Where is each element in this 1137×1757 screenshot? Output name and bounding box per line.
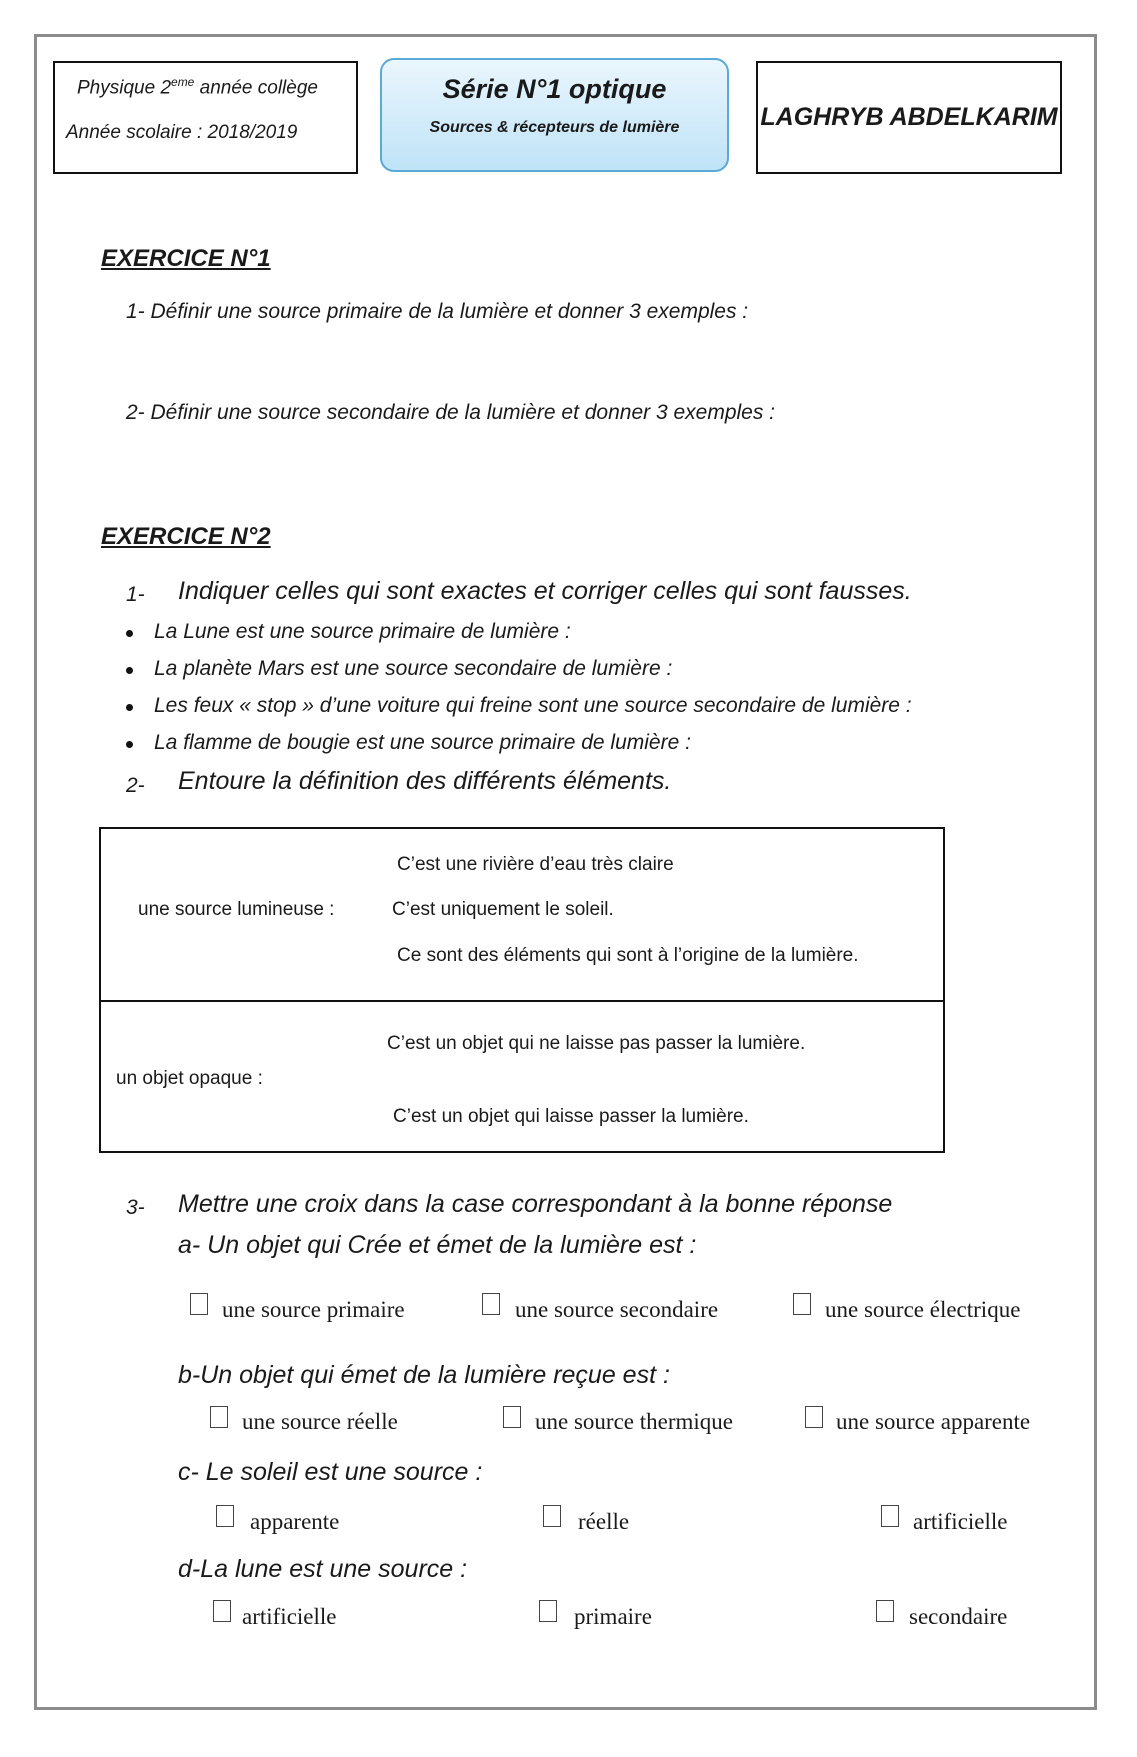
statement-item: La flamme de bougie est une source primaire de lumière : [128,731,691,755]
qd-question: d-La lune est une source : [178,1555,468,1583]
exercise2-title: EXERCICE N°2 [101,523,271,550]
definition-option[interactable]: C’est uniquement le soleil. [392,899,614,920]
definition-option[interactable]: C’est une rivière d’eau très claire [397,854,674,875]
row2-label: un objet opaque : [116,1068,263,1089]
qa-option: une source primaire [222,1297,405,1322]
level-box [53,61,358,174]
row1-label: une source lumineuse : [138,899,335,920]
qc-option: réelle [578,1509,630,1534]
statement-item: La planète Mars est une source secondaire de lumière : [128,657,672,681]
qd-option: primaire [574,1604,652,1629]
qc-question: c- Le soleil est une source : [178,1458,483,1486]
q2-instruction: Entoure la définition des différents éléments. [178,767,672,795]
definition-table-row2 [99,1000,945,1153]
checkbox[interactable] [482,1293,500,1315]
checkbox[interactable] [793,1293,811,1315]
qb-option: une source réelle [242,1409,398,1434]
qa-option: une source secondaire [515,1297,719,1322]
definition-table-row1 [99,827,945,1002]
qd-option: secondaire [909,1604,1008,1629]
qa-question: a- Un objet qui Crée et émet de la lumière est : [178,1231,697,1259]
school-year: Année scolaire : 2018/2019 [66,122,298,143]
q3-number: 3- [126,1196,145,1219]
checkbox[interactable] [805,1406,823,1428]
checkbox[interactable] [539,1600,557,1622]
statement-item: La Lune est une source primaire de lumière : [128,620,571,644]
level-label: Physique 2eme année collège [77,75,318,99]
q2-number: 2- [126,774,145,797]
checkbox[interactable] [213,1600,231,1622]
qb-option: une source apparente [836,1409,1031,1434]
exercise1-q2: 2- Définir une source secondaire de la lumière et donner 3 exemples : [126,401,776,424]
checkbox[interactable] [216,1505,234,1527]
author-box [756,61,1062,174]
q1-number: 1- [126,583,145,606]
series-title: Série N°1 optique [442,74,667,104]
qa-option: une source électrique [825,1297,1021,1322]
qc-option: apparente [250,1509,340,1534]
statement-item: Les feux « stop » d’une voiture qui freine sont une source secondaire de lumière : [128,694,912,718]
exercise1-q1: 1- Définir une source primaire de la lumière et donner 3 exemples : [126,300,749,323]
series-subtitle: Sources & récepteurs de lumière [429,119,680,136]
definition-option[interactable]: C’est un objet qui laisse passer la lumière. [393,1106,749,1127]
qb-option: une source thermique [535,1409,733,1434]
series-title-box [380,58,729,172]
qc-option: artificielle [913,1509,1008,1534]
checkbox[interactable] [543,1505,561,1527]
exercise1-title: EXERCICE N°1 [101,245,271,272]
qd-option: artificielle [242,1604,337,1629]
qb-question: b-Un objet qui émet de la lumière reçue est : [178,1361,670,1389]
q3-instruction: Mettre une croix dans la case correspondant à la bonne réponse [178,1190,893,1218]
definition-option[interactable]: C’est un objet qui ne laisse pas passer la lumière. [387,1033,806,1054]
checkbox[interactable] [210,1406,228,1428]
checkbox[interactable] [503,1406,521,1428]
checkbox[interactable] [876,1600,894,1622]
checkbox[interactable] [881,1505,899,1527]
q1-instruction: Indiquer celles qui sont exactes et corriger celles qui sont fausses. [178,577,912,605]
checkbox[interactable] [190,1293,208,1315]
author-name: LAGHRYB ABDELKARIM [760,103,1058,131]
definition-option[interactable]: Ce sont des éléments qui sont à l’origine de la lumière. [397,945,859,966]
